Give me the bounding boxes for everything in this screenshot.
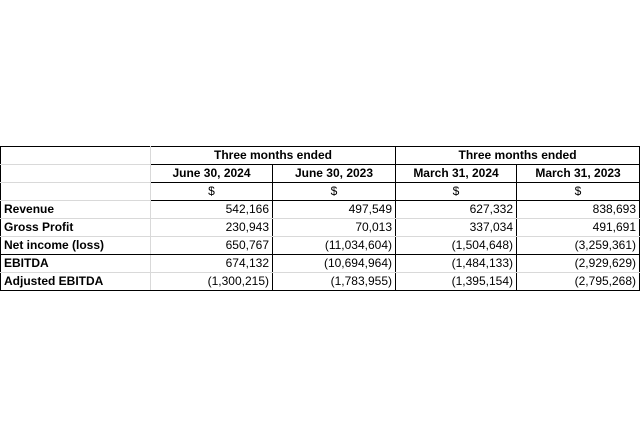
currency-header: $ <box>396 183 517 201</box>
financial-summary-sheet <box>0 146 640 291</box>
row-label: Revenue <box>1 201 151 219</box>
table-row <box>1 219 640 237</box>
value-cell: (2,795,268) <box>517 273 640 291</box>
date-header-row <box>1 165 640 183</box>
period-group-header: Three months ended <box>396 147 640 165</box>
value-cell: 838,693 <box>517 201 640 219</box>
currency-header: $ <box>151 183 273 201</box>
header-empty-cell <box>1 183 151 201</box>
value-cell: 337,034 <box>396 219 517 237</box>
date-header: March 31, 2024 <box>396 165 517 183</box>
value-cell: 230,943 <box>151 219 273 237</box>
currency-header-row <box>1 183 640 201</box>
table-row <box>1 255 640 273</box>
value-cell: (1,783,955) <box>273 273 396 291</box>
row-label: Adjusted EBITDA <box>1 273 151 291</box>
header-empty-cell <box>1 147 151 165</box>
date-header: March 31, 2023 <box>517 165 640 183</box>
financial-summary-table <box>0 146 640 291</box>
value-cell: (11,034,604) <box>273 237 396 255</box>
value-cell: (1,300,215) <box>151 273 273 291</box>
value-cell: (10,694,964) <box>273 255 396 273</box>
value-cell: 627,332 <box>396 201 517 219</box>
value-cell: 674,132 <box>151 255 273 273</box>
row-label: EBITDA <box>1 255 151 273</box>
row-label: Gross Profit <box>1 219 151 237</box>
date-header: June 30, 2023 <box>273 165 396 183</box>
table-row <box>1 201 640 219</box>
value-cell: 542,166 <box>151 201 273 219</box>
table-row <box>1 237 640 255</box>
value-cell: 497,549 <box>273 201 396 219</box>
value-cell: 491,691 <box>517 219 640 237</box>
value-cell: (1,395,154) <box>396 273 517 291</box>
currency-header: $ <box>517 183 640 201</box>
value-cell: (1,484,133) <box>396 255 517 273</box>
value-cell: (2,929,629) <box>517 255 640 273</box>
period-group-header-row <box>1 147 640 165</box>
value-cell: 650,767 <box>151 237 273 255</box>
value-cell: (1,504,648) <box>396 237 517 255</box>
currency-header: $ <box>273 183 396 201</box>
value-cell: (3,259,361) <box>517 237 640 255</box>
date-header: June 30, 2024 <box>151 165 273 183</box>
header-empty-cell <box>1 165 151 183</box>
table-row <box>1 273 640 291</box>
value-cell: 70,013 <box>273 219 396 237</box>
row-label: Net income (loss) <box>1 237 151 255</box>
period-group-header: Three months ended <box>151 147 396 165</box>
